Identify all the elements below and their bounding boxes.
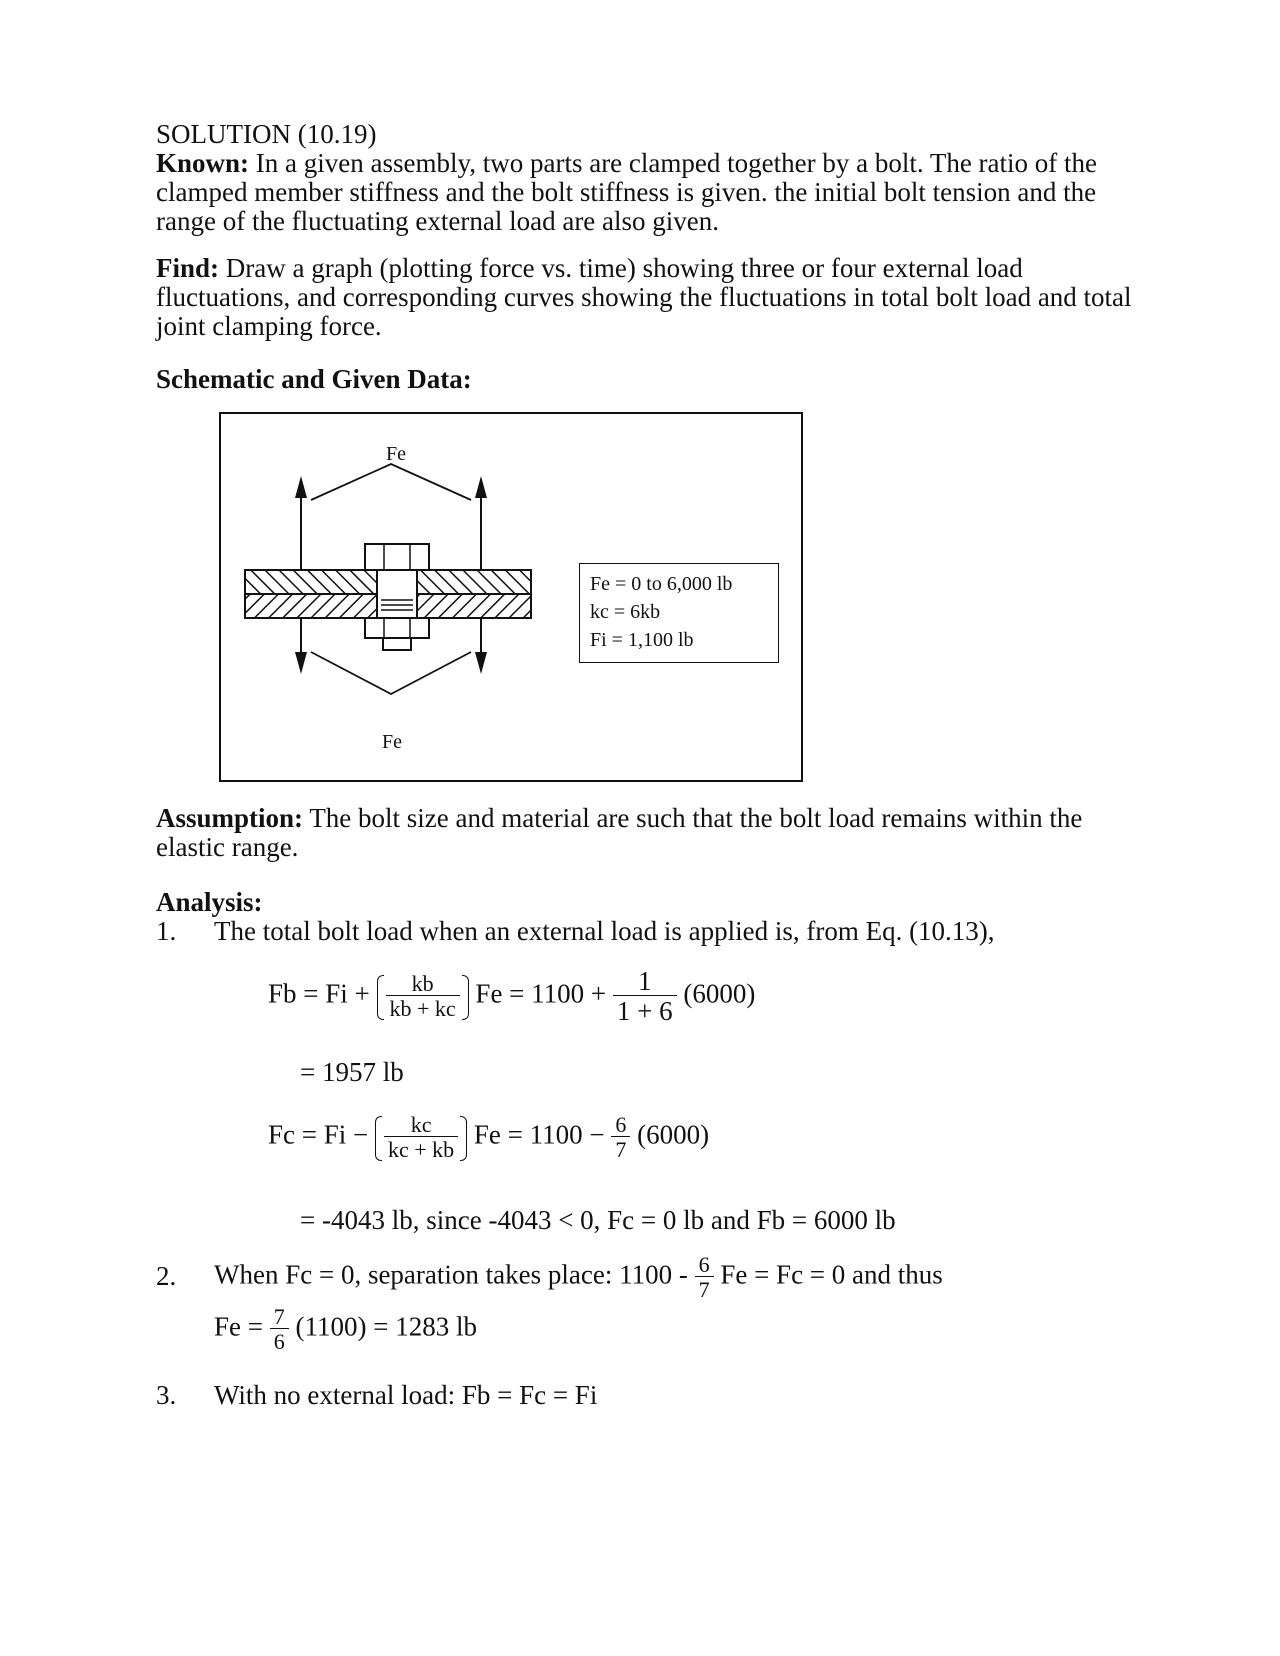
step-3-text: With no external load: Fb = Fc = Fi (214, 1380, 598, 1410)
nut (365, 618, 429, 638)
find-text: Draw a graph (plotting force vs. time) showing three or four external load fluctuations, and corresponding curves showing the fluctuations in total bolt load and total joint clamping force. (156, 253, 1132, 341)
find-paragraph (156, 254, 1156, 341)
bolt-end (383, 638, 411, 650)
step-3-number: 3. (156, 1380, 177, 1410)
equation-bolt-load-result: = 1957 lb (300, 1057, 404, 1087)
find-label: Find: (156, 253, 220, 283)
equation-clamp-force: Fc = Fi − $\frac{kc}{kc + kb}$ Fe = 1100 − $\frac{6}{7}$ (6000) (268, 1112, 710, 1162)
assumption-paragraph (156, 804, 1156, 862)
top-force-label: Fe (386, 443, 406, 465)
schematic-heading: Schematic and Given Data: (156, 364, 472, 394)
known-label: Known: (156, 148, 250, 178)
step-1-number: 1. (156, 916, 177, 946)
analysis-heading: Analysis: (156, 887, 263, 917)
known-text: In a given assembly, two parts are clamped together by a bolt. The ratio of the clamped member stiffness and the bolt stiffness is given. the initial bolt tension and the range of the fluctuating external load are also given. (156, 148, 1098, 236)
equation-bolt-load: Fb = Fi + $\frac{kb}{kb + kc}$ Fe = 1100 + $\frac{1}{1 + 6}$ (6000) (268, 966, 756, 1026)
known-paragraph (156, 149, 1156, 236)
step-1-text: The total bolt load when an external load is applied is, from Eq. (10.13), (214, 916, 995, 946)
given-data-box (579, 563, 779, 663)
step-2-text: When Fc = 0, separation takes place: 1100 - $\frac{6}{7}$ Fe = Fc = 0 and thus (214, 1252, 943, 1302)
step-2-number: 2. (156, 1261, 177, 1291)
given-fe: Fe = 0 to 6,000 lb (590, 573, 733, 595)
given-fi: Fi = 1,100 lb (590, 629, 694, 651)
equation-clamp-force-result: = -4043 lb, since -4043 < 0, Fc = 0 lb and Fb = 6000 lb (300, 1205, 896, 1235)
given-kc: kc = 6kb (590, 601, 661, 623)
step-2-equation: Fe = $\frac{7}{6}$ (1100) = 1283 lb (214, 1304, 477, 1354)
assumption-text: The bolt size and material are such that the bolt load remains within the elastic range. (156, 803, 1083, 862)
bottom-force-label: Fe (382, 731, 402, 753)
solution-title: SOLUTION (10.19) (156, 119, 377, 149)
assumption-label: Assumption: (156, 803, 304, 833)
bolt-head (365, 544, 429, 570)
